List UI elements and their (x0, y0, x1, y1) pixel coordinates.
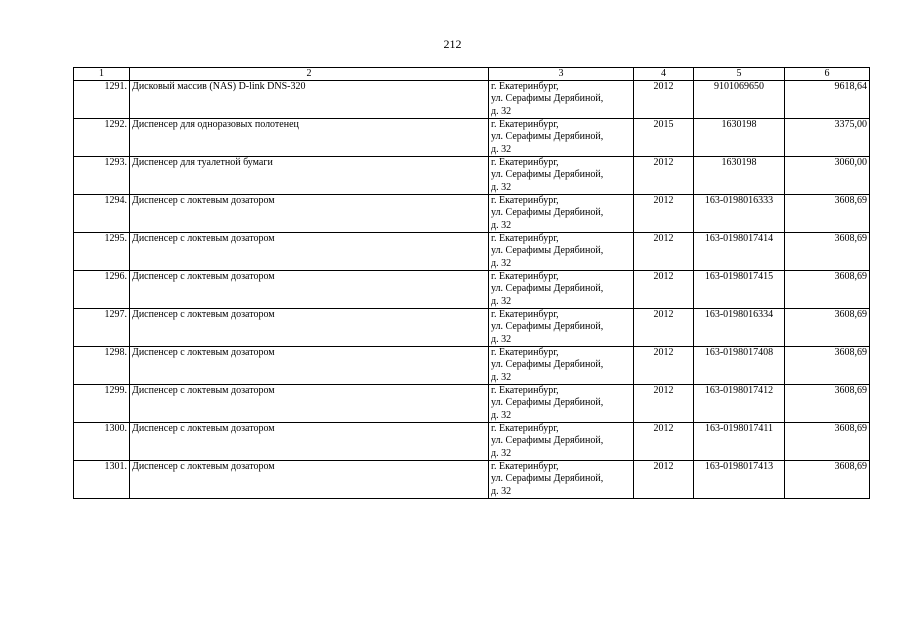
column-header: 4 (634, 68, 694, 81)
item-name-cell: Диспенсер с локтевым дозатором (130, 461, 489, 499)
address-line: ул. Серафимы Дерябиной, (491, 169, 604, 181)
item-name-cell: Диспенсер для туалетной бумаги (130, 157, 489, 195)
address-cell (489, 309, 634, 347)
address-cell (489, 271, 634, 309)
table-row (74, 309, 870, 347)
address-cell (489, 119, 634, 157)
address-line: ул. Серафимы Дерябиной, (491, 435, 604, 447)
address-line: г. Екатеринбург, (491, 385, 559, 396)
row-number-cell: 1294. (74, 195, 130, 233)
item-name-cell: Дисковый массив (NAS) D-link DNS-320 (130, 81, 489, 119)
table-row (74, 423, 870, 461)
address-line: г. Екатеринбург, (491, 271, 559, 282)
address-line: д. 32 (491, 333, 512, 345)
address-line: д. 32 (491, 257, 512, 269)
year-cell: 2012 (634, 385, 694, 423)
row-number-cell: 1292. (74, 119, 130, 157)
item-name-cell: Диспенсер с локтевым дозатором (130, 195, 489, 233)
cost-cell: 3608,69 (785, 423, 870, 461)
item-name-cell: Диспенсер с локтевым дозатором (130, 385, 489, 423)
cost-cell: 3060,00 (785, 157, 870, 195)
inventory-number-cell: 163-0198017411 (694, 423, 785, 461)
year-cell: 2012 (634, 347, 694, 385)
inventory-number-cell: 9101069650 (694, 81, 785, 119)
address-line: г. Екатеринбург, (491, 195, 559, 206)
address-cell (489, 233, 634, 271)
address-line: ул. Серафимы Дерябиной, (491, 93, 604, 105)
property-table (73, 67, 870, 499)
address-line: г. Екатеринбург, (491, 119, 559, 130)
table-row (74, 385, 870, 423)
address-line: г. Екатеринбург, (491, 423, 559, 434)
inventory-number-cell: 163-0198017415 (694, 271, 785, 309)
row-number-cell: 1296. (74, 271, 130, 309)
address-cell (489, 461, 634, 499)
inventory-number-cell: 163-0198017412 (694, 385, 785, 423)
row-number-cell: 1293. (74, 157, 130, 195)
year-cell: 2012 (634, 309, 694, 347)
table-row (74, 233, 870, 271)
cost-cell: 3608,69 (785, 271, 870, 309)
item-name-cell: Диспенсер с локтевым дозатором (130, 233, 489, 271)
address-line: ул. Серафимы Дерябиной, (491, 283, 604, 295)
address-line: г. Екатеринбург, (491, 347, 559, 358)
year-cell: 2015 (634, 119, 694, 157)
cost-cell: 3608,69 (785, 347, 870, 385)
address-line: д. 32 (491, 143, 512, 155)
table-body (74, 81, 870, 499)
row-number-cell: 1295. (74, 233, 130, 271)
item-name-cell: Диспенсер для одноразовых полотенец (130, 119, 489, 157)
row-number-cell: 1298. (74, 347, 130, 385)
address-line: г. Екатеринбург, (491, 461, 559, 472)
address-line: д. 32 (491, 181, 512, 193)
address-line: г. Екатеринбург, (491, 233, 559, 244)
table-row (74, 347, 870, 385)
year-cell: 2012 (634, 157, 694, 195)
inventory-number-cell: 163-0198016333 (694, 195, 785, 233)
address-cell (489, 195, 634, 233)
year-cell: 2012 (634, 271, 694, 309)
table-row (74, 81, 870, 119)
row-number-cell: 1291. (74, 81, 130, 119)
address-line: г. Екатеринбург, (491, 309, 559, 320)
cost-cell: 3608,69 (785, 461, 870, 499)
row-number-cell: 1301. (74, 461, 130, 499)
inventory-number-cell: 163-0198017413 (694, 461, 785, 499)
cost-cell: 9618,64 (785, 81, 870, 119)
inventory-number-cell: 163-0198017408 (694, 347, 785, 385)
address-line: ул. Серафимы Дерябиной, (491, 359, 604, 371)
inventory-number-cell: 1630198 (694, 157, 785, 195)
cost-cell: 3608,69 (785, 195, 870, 233)
address-cell (489, 385, 634, 423)
year-cell: 2012 (634, 81, 694, 119)
address-line: ул. Серафимы Дерябиной, (491, 245, 604, 257)
item-name-cell: Диспенсер с локтевым дозатором (130, 423, 489, 461)
column-header: 6 (785, 68, 870, 81)
item-name-cell: Диспенсер с локтевым дозатором (130, 271, 489, 309)
cost-cell: 3608,69 (785, 233, 870, 271)
year-cell: 2012 (634, 423, 694, 461)
address-line: г. Екатеринбург, (491, 81, 559, 92)
cost-cell: 3608,69 (785, 385, 870, 423)
column-header: 3 (489, 68, 634, 81)
column-header: 5 (694, 68, 785, 81)
address-cell (489, 157, 634, 195)
address-cell (489, 347, 634, 385)
item-name-cell: Диспенсер с локтевым дозатором (130, 347, 489, 385)
address-line: ул. Серафимы Дерябиной, (491, 131, 604, 143)
year-cell: 2012 (634, 461, 694, 499)
item-name-cell: Диспенсер с локтевым дозатором (130, 309, 489, 347)
table-row (74, 157, 870, 195)
address-line: д. 32 (491, 409, 512, 421)
row-number-cell: 1299. (74, 385, 130, 423)
address-line: д. 32 (491, 105, 512, 117)
address-line: ул. Серафимы Дерябиной, (491, 321, 604, 333)
table-row (74, 195, 870, 233)
column-header: 1 (74, 68, 130, 81)
inventory-number-cell: 163-0198017414 (694, 233, 785, 271)
row-number-cell: 1297. (74, 309, 130, 347)
address-line: ул. Серафимы Дерябиной, (491, 207, 604, 219)
page-number: 212 (443, 37, 462, 51)
table-row (74, 119, 870, 157)
address-line: д. 32 (491, 371, 512, 383)
table-header-row (74, 68, 870, 81)
address-line: д. 32 (491, 219, 512, 231)
column-header: 2 (130, 68, 489, 81)
address-line: д. 32 (491, 295, 512, 307)
address-line: д. 32 (491, 447, 512, 459)
inventory-number-cell: 163-0198016334 (694, 309, 785, 347)
address-line: ул. Серафимы Дерябиной, (491, 397, 604, 409)
cost-cell: 3608,69 (785, 309, 870, 347)
table-row (74, 461, 870, 499)
address-cell (489, 423, 634, 461)
row-number-cell: 1300. (74, 423, 130, 461)
table-row (74, 271, 870, 309)
inventory-number-cell: 1630198 (694, 119, 785, 157)
address-line: д. 32 (491, 485, 512, 497)
address-cell (489, 81, 634, 119)
cost-cell: 3375,00 (785, 119, 870, 157)
address-line: г. Екатеринбург, (491, 157, 559, 168)
year-cell: 2012 (634, 233, 694, 271)
year-cell: 2012 (634, 195, 694, 233)
address-line: ул. Серафимы Дерябиной, (491, 473, 604, 485)
